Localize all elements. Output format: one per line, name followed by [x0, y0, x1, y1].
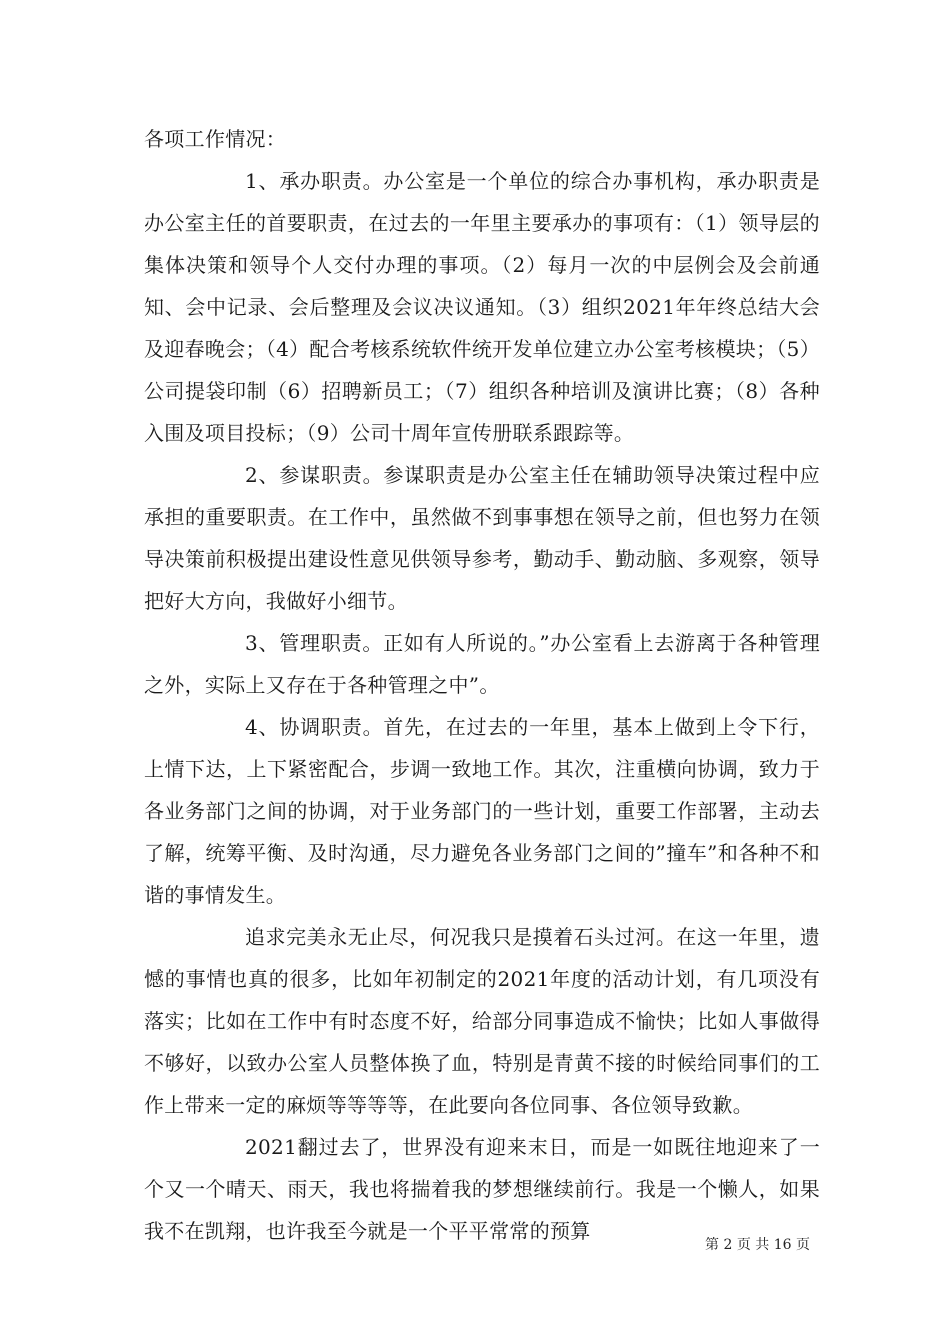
page-number-footer: 第 2 页 共 16 页 [705, 1237, 810, 1253]
paragraph-intro: 各项工作情况： [144, 127, 287, 151]
paragraph-outlook: 2021翻过去了，世界没有迎来末日，而是一如既往地迎来了一个又一个晴天、雨天，我也将揣着我的梦想继续前行。我是一个懒人，如果我不在凯翔，也许我至今就是一个平平常常的预算 [144, 1135, 820, 1243]
paragraph-management-duty: 3、管理职责。正如有人所说的。”办公室看上去游离于各种管理之外，实际上又存在于各种管理之中”。 [144, 631, 820, 697]
paragraph-coordination-duty: 4、协调职责。首先，在过去的一年里，基本上做到上令下行，上情下达，上下紧密配合，步调一致地工作。其次，注重横向协调，致力于各业务部门之间的协调，对于业务部门的一些计划，重要工作部署，主动去了解，统筹平衡、及时沟通，尽力避免各业务部门之间的”撞车”和各种不和谐的事情发生。 [144, 715, 820, 907]
paragraph-undertaking-duty: 1、承办职责。办公室是一个单位的综合办事机构，承办职责是办公室主任的首要职责，在过去的一年里主要承办的事项有：（1）领导层的集体决策和领导个人交付办理的事项。（2）每月一次的中层例会及会前通知、会中记录、会后整理及会议决议通知。（3）组织2021年年终总结大会及迎春晚会；（4）配合考核系统软件统开发单位建立办公室考核模块；（5）公司提袋印制（6）招聘新员工；（7）组织各种培训及演讲比赛；（8）各种入围及项目投标；（9）公司十周年宣传册联系跟踪等。 [144, 169, 820, 445]
document-body [144, 118, 820, 1252]
paragraph-advisory-duty: 2、参谋职责。参谋职责是办公室主任在辅助领导决策过程中应承担的重要职责。在工作中，虽然做不到事事想在领导之前，但也努力在领导决策前积极提出建设性意见供领导参考，勤动手、勤动脑、多观察，领导把好大方向，我做好小细节。 [144, 463, 820, 613]
paragraph-regrets: 追求完美永无止尽，何况我只是摸着石头过河。在这一年里，遗憾的事情也真的很多，比如年初制定的2021年度的活动计划，有几项没有落实；比如在工作中有时态度不好，给部分同事造成不愉快；比如人事做得不够好，以致办公室人员整体换了血，特别是青黄不接的时候给同事们的工作上带来一定的麻烦等等等等，在此要向各位同事、各位领导致歉。 [144, 925, 820, 1117]
